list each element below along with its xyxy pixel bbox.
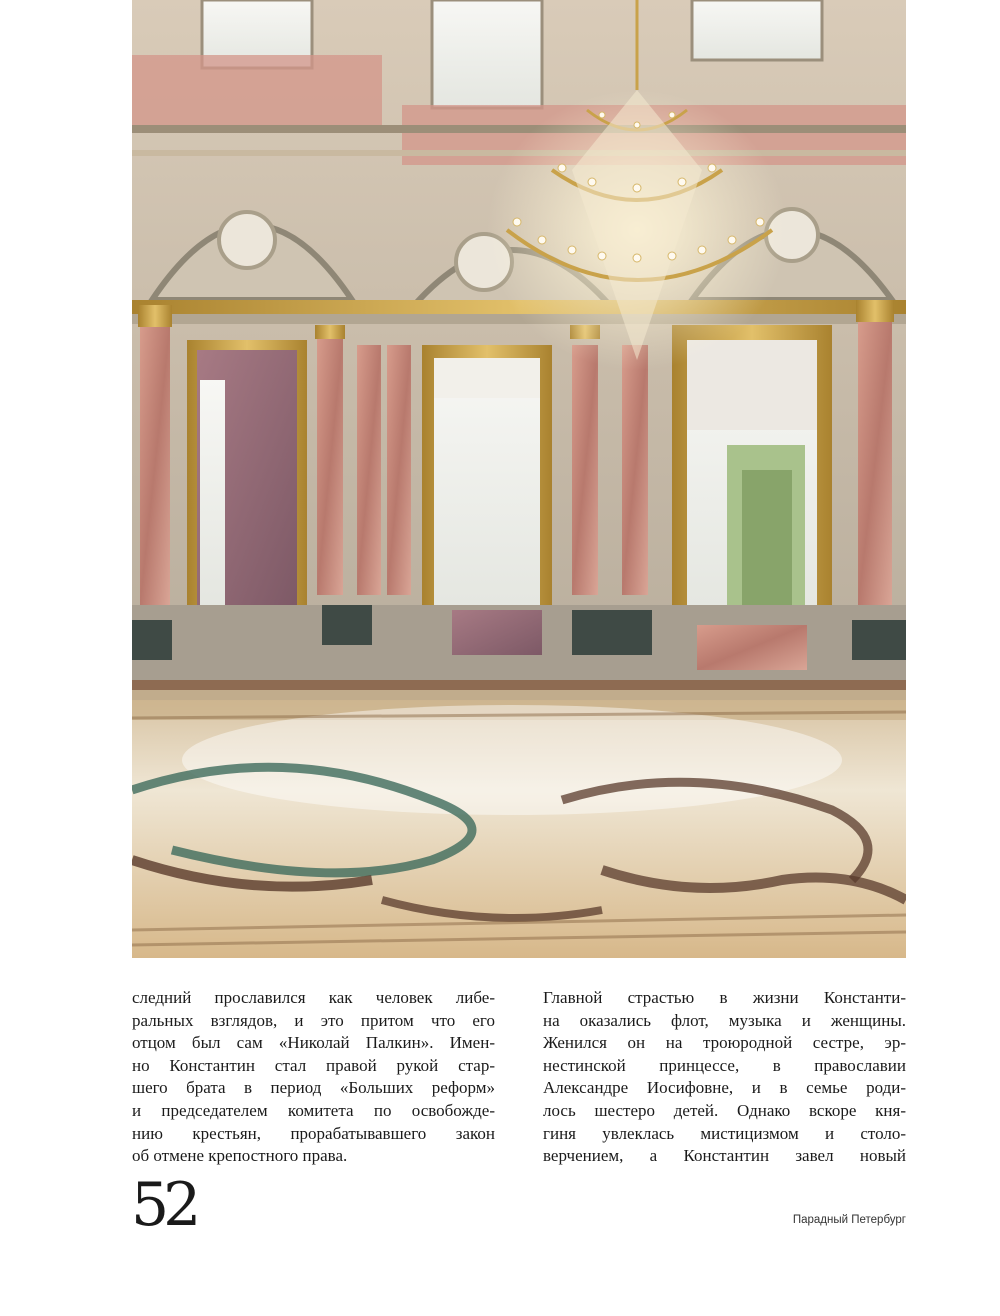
hall-photo	[132, 0, 906, 958]
text-line: гиня увлеклась мистицизмом и столо-	[543, 1123, 906, 1143]
article-column-right	[543, 987, 906, 1168]
text-line: Женился он на троюродной сестре, эр-	[543, 1033, 906, 1053]
article-column-left	[132, 987, 495, 1168]
text-line: на оказались флот, музыка и женщины.	[543, 1010, 906, 1030]
text-line: шего брата в период «Больших реформ»	[132, 1078, 495, 1098]
text-line: верчением, а Константин завел новый	[543, 1146, 906, 1166]
page-number: 52	[131, 1170, 196, 1240]
text-line: об отмене крепостного права.	[132, 1146, 348, 1166]
text-line: ральных взглядов, и это притом что его	[132, 1010, 495, 1030]
text-line: отцом был сам «Николай Палкин». Имен-	[132, 1033, 495, 1053]
text-line: но Константин стал правой рукой стар-	[132, 1055, 495, 1075]
text-line: нию крестьян, прорабатывавшего закон	[132, 1123, 495, 1143]
text-line: Александре Иосифовне, и в семье роди-	[543, 1078, 906, 1098]
text-line: следний прославился как человек либе-	[132, 988, 495, 1007]
text-line: Главной страстью в жизни Константи-	[543, 988, 906, 1007]
marble-hall-illustration	[132, 0, 906, 958]
text-line: и председателем комитета по освобожде-	[132, 1100, 495, 1120]
running-footer: Парадный Петербург	[792, 1214, 906, 1226]
text-line: лось шестеро детей. Однако вскоре кня-	[543, 1100, 906, 1120]
text-line: нестинской принцессе, в православии	[543, 1055, 906, 1075]
